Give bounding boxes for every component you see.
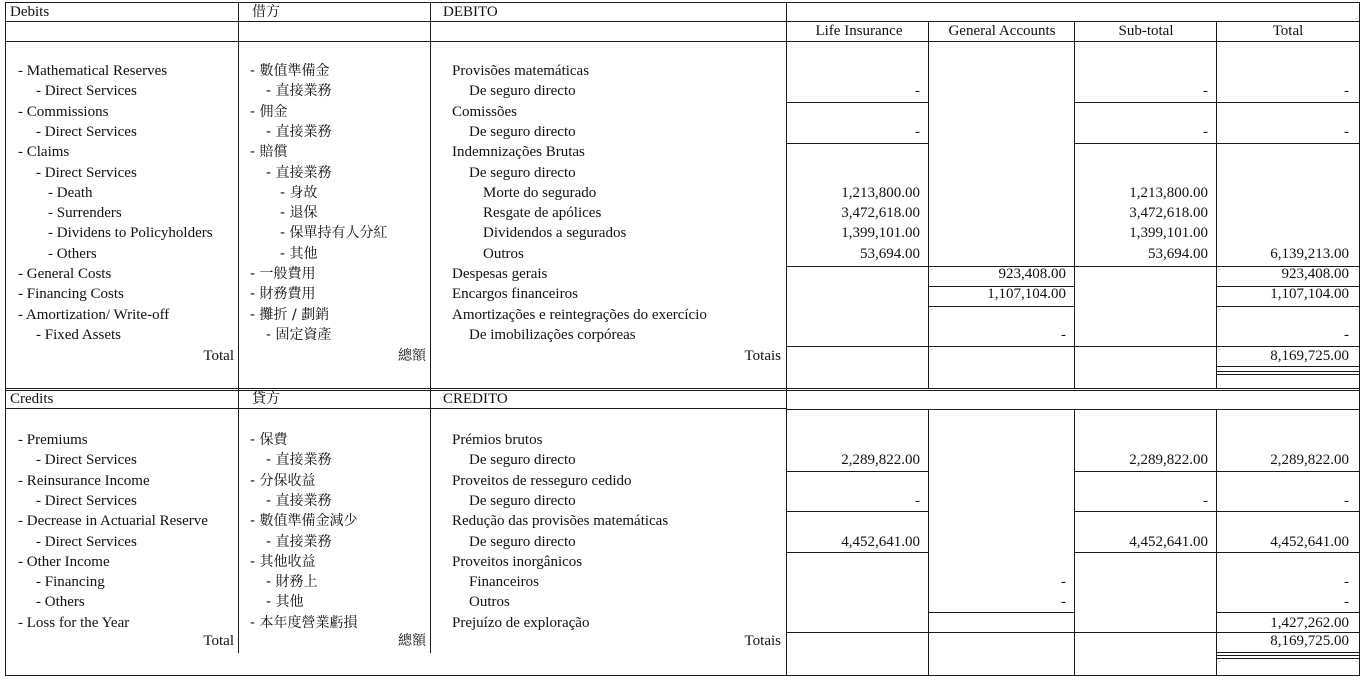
grid-line: [5, 388, 1360, 389]
row-label-pt: Amortizações e reintegrações do exercício: [452, 307, 707, 323]
grid-line: [1216, 371, 1359, 372]
cell-subtotal: 3,472,618.00: [1129, 205, 1208, 221]
cell-total: -: [1344, 493, 1349, 509]
col-header-subtotal: Sub-total: [1118, 23, 1174, 39]
debit-total-label-pt: Totais: [744, 348, 781, 364]
grid-line: [1216, 306, 1359, 307]
row-label-zh: - 其他: [266, 594, 304, 610]
cell-general-accounts: -: [1061, 574, 1066, 590]
cell-life-insurance: -: [915, 493, 920, 509]
cell-total: -: [1344, 574, 1349, 590]
cell-general-accounts: 923,408.00: [998, 266, 1066, 282]
row-label-en: - Financing Costs: [18, 286, 124, 302]
credits-header-en: Credits: [10, 391, 54, 407]
row-label-en: - Mathematical Reserves: [18, 63, 168, 79]
row-label-zh: - 數值準備金: [250, 63, 330, 79]
row-label-pt: De seguro directo: [469, 534, 576, 550]
row-label-pt: Resgate de apólices: [483, 205, 602, 221]
grid-line: [1074, 552, 1359, 553]
row-label-zh: - 直接業務: [266, 534, 332, 550]
cell-total: 1,427,262.00: [1270, 615, 1349, 631]
row-label-zh: - 保單持有人分紅: [280, 225, 388, 241]
row-label-pt: Prémios brutos: [452, 432, 543, 448]
row-label-en: - Direct Services: [36, 534, 137, 550]
row-label-en: - Direct Services: [36, 452, 137, 468]
grid-line: [1216, 366, 1359, 367]
grid-line: [5, 390, 1360, 391]
row-label-pt: De seguro directo: [469, 452, 576, 468]
grid-line: [1216, 658, 1359, 659]
cell-life-insurance: 1,213,800.00: [841, 185, 920, 201]
cell-subtotal: 53,694.00: [1148, 246, 1208, 262]
row-label-pt: Financeiros: [469, 574, 539, 590]
row-label-en: - Others: [48, 246, 97, 262]
grid-line: [1216, 652, 1359, 653]
row-label-pt: Proveitos inorgânicos: [452, 554, 583, 570]
row-label-en: - Surrenders: [48, 205, 122, 221]
grid-line: [5, 408, 787, 409]
grid-line: [1216, 612, 1359, 613]
cell-subtotal: 4,452,641.00: [1129, 534, 1208, 550]
row-label-en: - Fixed Assets: [36, 327, 122, 343]
debit-total-label-en: Total: [203, 348, 234, 364]
row-label-en: - Financing: [36, 574, 105, 590]
col-header-total: Total: [1272, 23, 1304, 39]
row-label-en: - Other Income: [18, 554, 110, 570]
credit-total-label-en: Total: [203, 633, 234, 649]
cell-total: 2,289,822.00: [1270, 452, 1349, 468]
row-label-pt: Redução das provisões matemáticas: [452, 513, 669, 529]
cell-general-accounts: 1,107,104.00: [987, 286, 1066, 302]
grid-line: [786, 511, 928, 512]
debits-header-zh: 借方: [252, 4, 280, 20]
row-label-zh: - 保費: [250, 432, 288, 448]
row-label-pt: Dividendos a segurados: [483, 225, 627, 241]
credit-total-label-zh: 總額: [398, 633, 426, 649]
row-label-en: - Direct Services: [36, 493, 137, 509]
credits-header-pt: CREDITO: [443, 391, 508, 407]
row-label-en: - Reinsurance Income: [18, 473, 150, 489]
row-label-pt: Proveitos de resseguro cedido: [452, 473, 632, 489]
row-label-pt: Outros: [483, 246, 524, 262]
grid-line: [786, 143, 928, 144]
cell-subtotal: 1,213,800.00: [1129, 185, 1208, 201]
row-label-pt: Indemnizações Brutas: [452, 144, 585, 160]
cell-total: -: [1344, 594, 1349, 610]
cell-subtotal: -: [1203, 124, 1208, 140]
grid-line: [928, 306, 1074, 307]
cell-life-insurance: 2,289,822.00: [841, 452, 920, 468]
row-label-zh: - 其他: [280, 246, 318, 262]
row-label-zh: - 分保收益: [250, 473, 316, 489]
row-label-en: - Dividens to Policyholders: [48, 225, 213, 241]
row-label-pt: Encargos financeiros: [452, 286, 578, 302]
cell-general-accounts: -: [1061, 327, 1066, 343]
grid-line: [430, 2, 431, 653]
cell-general-accounts: -: [1061, 594, 1066, 610]
grid-line: [928, 612, 1074, 613]
row-label-en: - Decrease in Actuarial Reserve: [18, 513, 208, 529]
grid-line: [1074, 471, 1359, 472]
row-label-zh: - 固定資產: [266, 327, 332, 343]
row-label-zh: - 一般費用: [250, 266, 316, 282]
cell-life-insurance: -: [915, 124, 920, 140]
row-label-zh: - 財務費用: [250, 286, 316, 302]
credits-header-zh: 貸方: [252, 391, 280, 407]
grid-line: [5, 675, 1360, 676]
grid-line: [786, 552, 928, 553]
row-label-pt: Outros: [469, 594, 510, 610]
row-label-pt: De seguro directo: [469, 83, 576, 99]
grid-line: [1359, 2, 1360, 676]
row-label-zh: - 數值準備金減少: [250, 513, 358, 529]
row-label-zh: - 直接業務: [266, 124, 332, 140]
cell-total: 923,408.00: [1281, 266, 1349, 282]
row-label-zh: - 佣金: [250, 104, 288, 120]
row-label-en: - Premiums: [18, 432, 88, 448]
row-label-pt: De seguro directo: [469, 124, 576, 140]
row-label-pt: De seguro directo: [469, 493, 576, 509]
cell-life-insurance: 4,452,641.00: [841, 534, 920, 550]
row-label-pt: Prejuízo de exploração: [452, 615, 590, 631]
row-label-en: - Claims: [18, 144, 70, 160]
credit-total-label-pt: Totais: [744, 633, 781, 649]
debit-total-label-zh: 總額: [398, 348, 426, 364]
grid-line: [5, 2, 6, 676]
credit-grand-total: 8,169,725.00: [1270, 633, 1349, 649]
row-label-en: - Others: [36, 594, 85, 610]
row-label-pt: Morte do segurado: [483, 185, 597, 201]
row-label-zh: - 直接業務: [266, 452, 332, 468]
cell-subtotal: -: [1203, 493, 1208, 509]
row-label-pt: Provisões matemáticas: [452, 63, 590, 79]
grid-line: [1074, 143, 1359, 144]
row-label-zh: - 本年度營業虧損: [250, 615, 358, 631]
grid-line: [786, 409, 1360, 410]
row-label-en: - Direct Services: [36, 165, 137, 181]
grid-line: [1074, 102, 1359, 103]
row-label-zh: - 直接業務: [266, 493, 332, 509]
cell-subtotal: 1,399,101.00: [1129, 225, 1208, 241]
grid-line: [1216, 655, 1359, 656]
cell-life-insurance: 1,399,101.00: [841, 225, 920, 241]
cell-total: -: [1344, 124, 1349, 140]
row-label-zh: - 賠償: [250, 144, 288, 160]
grid-line: [786, 471, 928, 472]
col-header-general-accounts: General Accounts: [948, 23, 1056, 39]
row-label-zh: - 身故: [280, 185, 318, 201]
row-label-en: - Commissions: [18, 104, 109, 120]
cell-life-insurance: 53,694.00: [860, 246, 920, 262]
grid-line: [1074, 511, 1359, 512]
grid-line: [238, 2, 239, 653]
cell-total: 6,139,213.00: [1270, 246, 1349, 262]
grid-line: [5, 2, 1360, 3]
col-header-life-insurance: Life Insurance: [815, 23, 903, 39]
row-label-en: - Direct Services: [36, 83, 137, 99]
row-label-zh: - 財務上: [266, 574, 318, 590]
grid-line: [928, 409, 929, 675]
row-label-pt: Despesas gerais: [452, 266, 548, 282]
cell-total: -: [1344, 83, 1349, 99]
row-label-zh: - 其他收益: [250, 554, 316, 570]
debits-header-pt: DEBITO: [443, 4, 498, 20]
row-label-zh: - 退保: [280, 205, 318, 221]
row-label-zh: - 攤折 / 劃銷: [250, 307, 330, 323]
row-label-zh: - 直接業務: [266, 165, 332, 181]
cell-total: 1,107,104.00: [1270, 286, 1349, 302]
row-label-pt: De imobilizações corpóreas: [469, 327, 636, 343]
grid-line: [1216, 374, 1359, 375]
cell-life-insurance: -: [915, 83, 920, 99]
cell-total: -: [1344, 327, 1349, 343]
row-label-pt: Comissões: [452, 104, 518, 120]
row-label-en: - Death: [48, 185, 93, 201]
cell-subtotal: -: [1203, 83, 1208, 99]
grid-line: [5, 41, 1360, 42]
row-label-en: - Loss for the Year: [18, 615, 130, 631]
row-label-en: - General Costs: [18, 266, 112, 282]
cell-life-insurance: 3,472,618.00: [841, 205, 920, 221]
debits-header-en: Debits: [10, 4, 50, 20]
cell-subtotal: 2,289,822.00: [1129, 452, 1208, 468]
row-label-en: - Direct Services: [36, 124, 137, 140]
cell-total: 4,452,641.00: [1270, 534, 1349, 550]
row-label-pt: De seguro directo: [469, 165, 576, 181]
row-label-zh: - 直接業務: [266, 83, 332, 99]
row-label-en: - Amortization/ Write-off: [18, 307, 170, 323]
debit-grand-total: 8,169,725.00: [1270, 348, 1349, 364]
grid-line: [786, 102, 928, 103]
